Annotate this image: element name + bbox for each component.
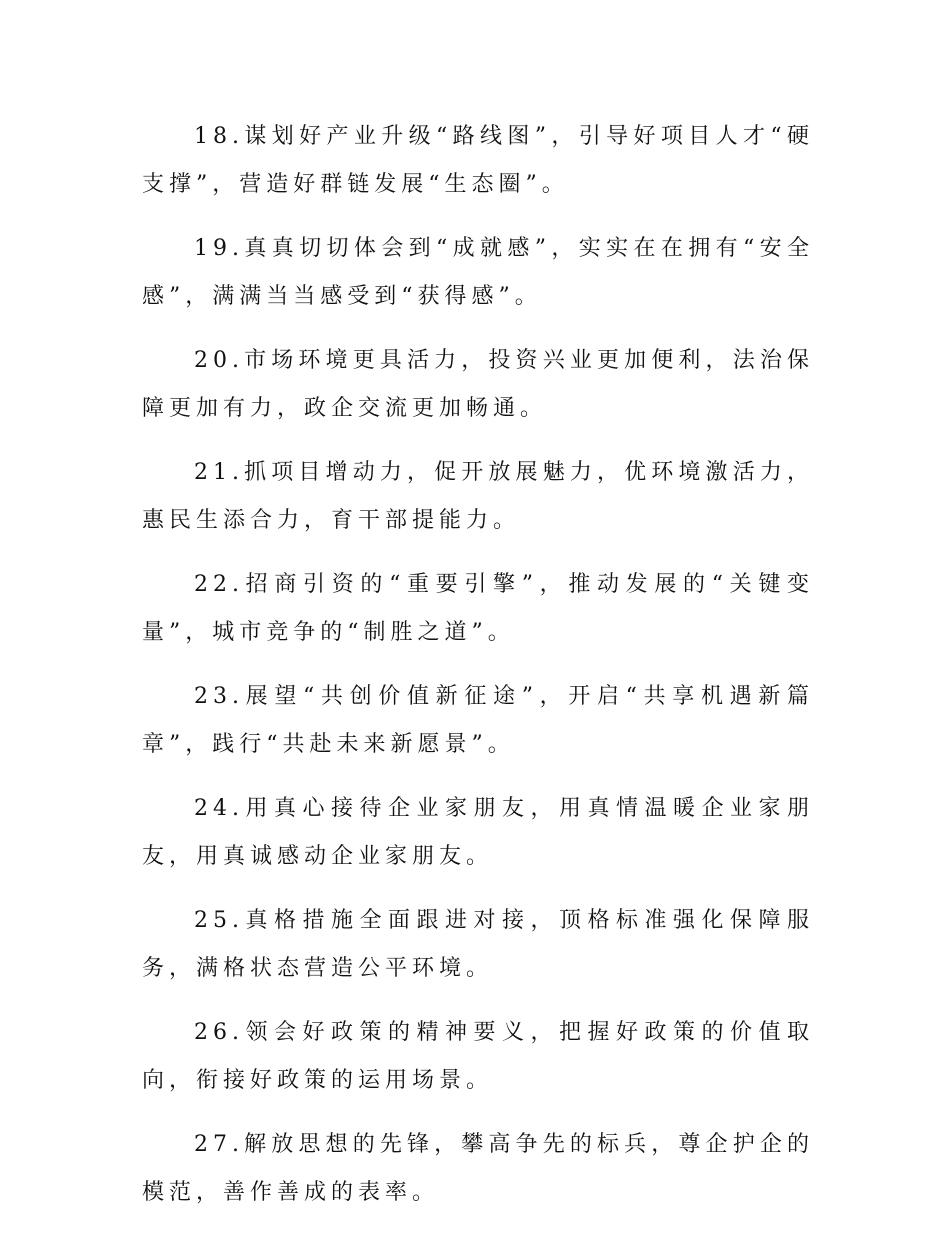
paragraph-23: 23.展望“共创价值新征途”，开启“共享机遇新篇章”，践行“共赴未来新愿景”。 bbox=[142, 684, 814, 757]
document-body bbox=[142, 113, 814, 1233]
paragraph-20: 20.市场环境更具活力，投资兴业更加便利，法治保障更加有力，政企交流更加畅通。 bbox=[142, 348, 814, 421]
paragraph-25: 25.真格措施全面跟进对接，顶格标准强化保障服务，满格状态营造公平环境。 bbox=[142, 908, 814, 981]
paragraph-22: 22.招商引资的“重要引擎”，推动发展的“关键变量”，城市竞争的“制胜之道”。 bbox=[142, 572, 814, 645]
paragraph-26: 26.领会好政策的精神要义，把握好政策的价值取向，衔接好政策的运用场景。 bbox=[142, 1020, 814, 1093]
paragraph-24: 24.用真心接待企业家朋友，用真情温暖企业家朋友，用真诚感动企业家朋友。 bbox=[142, 796, 814, 869]
paragraph-19: 19.真真切切体会到“成就感”，实实在在拥有“安全感”，满满当当感受到“获得感”。 bbox=[142, 236, 814, 309]
paragraph-21: 21.抓项目增动力，促开放展魅力，优环境激活力，惠民生添合力，育干部提能力。 bbox=[142, 460, 814, 533]
paragraph-18: 18.谋划好产业升级“路线图”，引导好项目人才“硬支撑”，营造好群链发展“生态圈”。 bbox=[142, 124, 814, 197]
paragraph-27: 27.解放思想的先锋，攀高争先的标兵，尊企护企的模范，善作善成的表率。 bbox=[142, 1132, 814, 1205]
